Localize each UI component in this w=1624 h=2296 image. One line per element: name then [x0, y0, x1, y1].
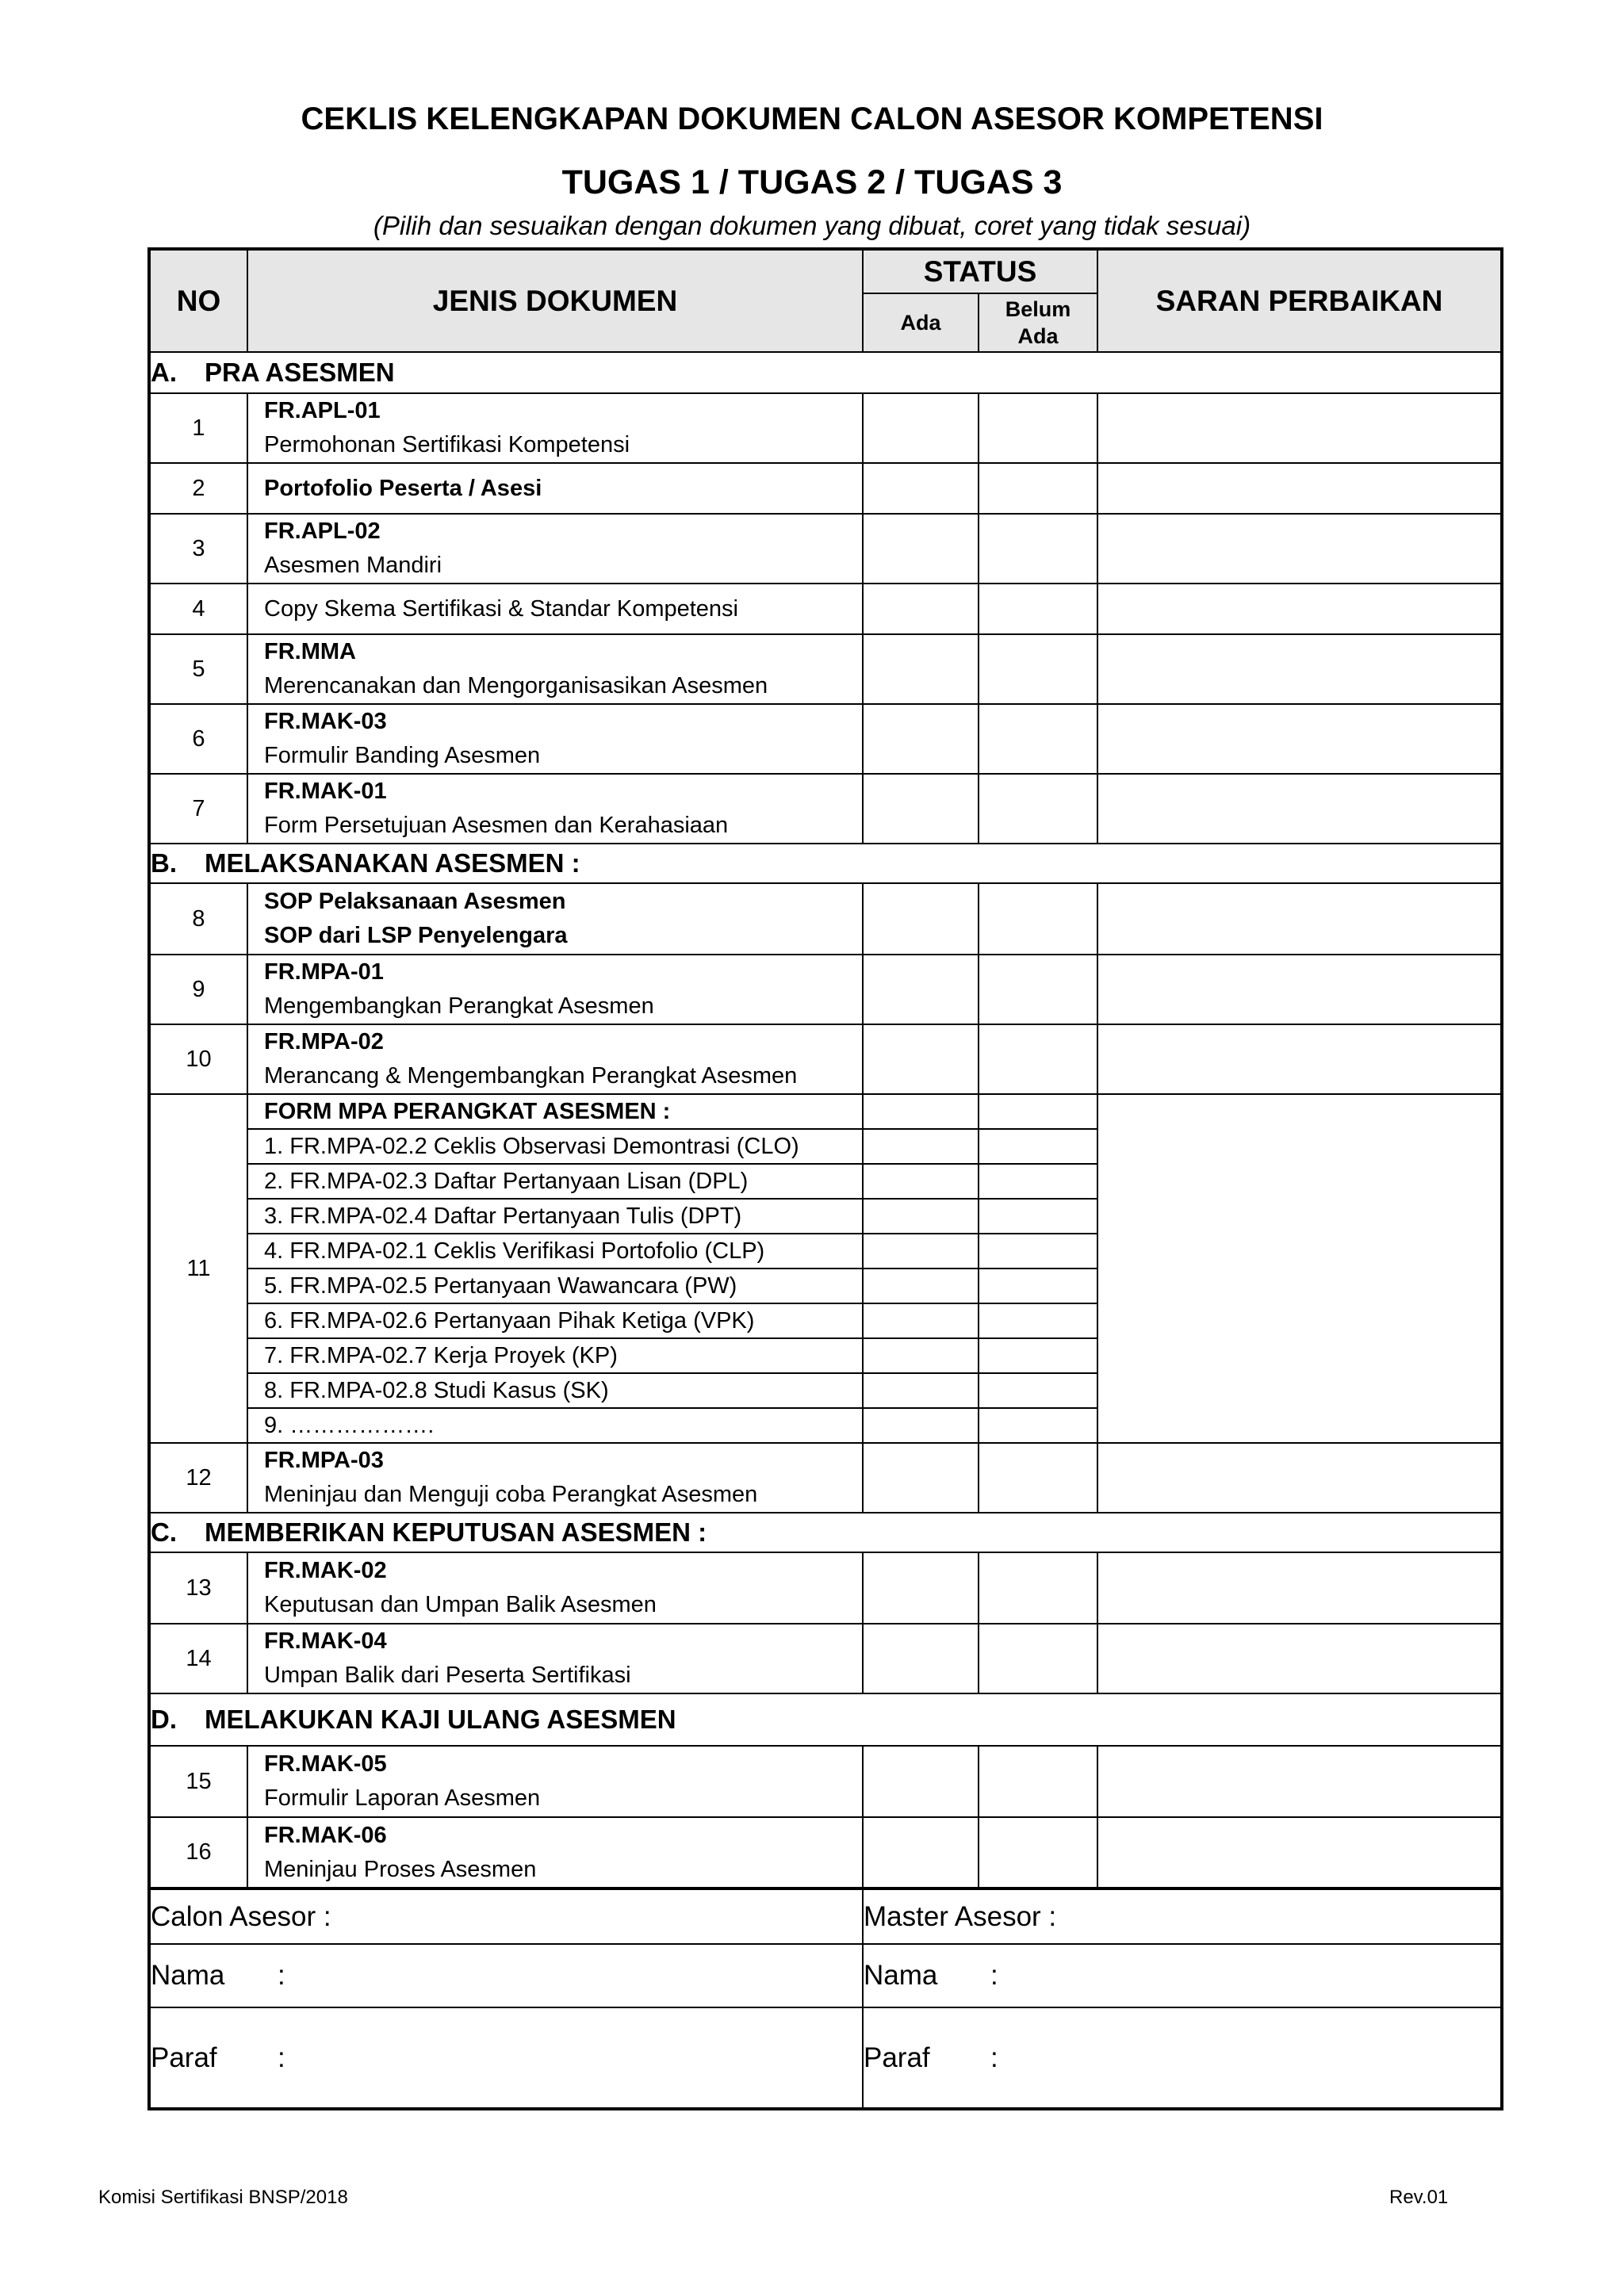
row-no: 6: [149, 704, 247, 774]
table-row: [149, 634, 1502, 704]
saran-perbaikan-cell[interactable]: [1097, 883, 1502, 955]
table-header-row: [149, 249, 1502, 293]
row-document: [247, 1024, 863, 1094]
doc-code: FR.MAK-05: [264, 1751, 387, 1777]
colon: :: [990, 2042, 998, 2073]
section-b: [149, 844, 1502, 883]
status-belum-ada-cell[interactable]: [979, 1303, 1097, 1338]
status-ada-cell[interactable]: [863, 393, 979, 463]
doc-code: FR.APL-02: [264, 519, 381, 544]
signature-row: [149, 1888, 1502, 1944]
paraf-label: Paraf: [151, 2042, 217, 2073]
table-row: [149, 514, 1502, 584]
status-belum-ada-cell[interactable]: [979, 1094, 1097, 1129]
table-row: [149, 883, 1502, 955]
status-belum-ada-cell[interactable]: [979, 514, 1097, 584]
doc-name: Mengembangkan Perangkat Asesmen: [264, 993, 654, 1019]
status-ada-cell[interactable]: [863, 704, 979, 774]
row-no: 13: [149, 1552, 247, 1624]
mpa-form-item: 5. FR.MPA-02.5 Pertanyaan Wawancara (PW): [247, 1269, 863, 1303]
table-row: [149, 393, 1502, 463]
doc-name: Meninjau dan Menguji coba Perangkat Asesmen: [264, 1482, 758, 1507]
row-no: 16: [149, 1817, 247, 1888]
status-belum-ada-cell[interactable]: [979, 1234, 1097, 1269]
doc-name: Asesmen Mandiri: [264, 553, 442, 578]
checklist-table: [147, 247, 1503, 2110]
doc-code: FR.MAK-01: [264, 779, 387, 804]
status-belum-ada-cell[interactable]: [979, 774, 1097, 844]
doc-code: FR.MPA-03: [264, 1448, 384, 1473]
status-belum-ada-cell[interactable]: [979, 584, 1097, 634]
colon: :: [278, 1960, 285, 1991]
status-ada-cell[interactable]: [863, 1552, 979, 1624]
saran-perbaikan-cell[interactable]: [1097, 774, 1502, 844]
document-title: CEKLIS KELENGKAPAN DOKUMEN CALON ASESOR KOMPETENSI: [301, 101, 1323, 136]
saran-perbaikan-cell[interactable]: [1097, 634, 1502, 704]
status-ada-cell[interactable]: [863, 1373, 979, 1408]
row-document: [247, 584, 863, 634]
calon-asesor-label: Calon Asesor :: [149, 1888, 863, 1944]
row-no: 9: [149, 955, 247, 1024]
doc-code-secondary: SOP dari LSP Penyelengara: [264, 923, 568, 948]
row-no: 4: [149, 584, 247, 634]
saran-perbaikan-cell[interactable]: [1097, 1552, 1502, 1624]
status-belum-ada-cell[interactable]: [979, 1443, 1097, 1513]
mpa-form-item: 8. FR.MPA-02.8 Studi Kasus (SK): [247, 1373, 863, 1408]
row-document: [247, 514, 863, 584]
saran-perbaikan-cell[interactable]: [1097, 1443, 1502, 1513]
status-belum-ada-cell[interactable]: [979, 1552, 1097, 1624]
saran-perbaikan-cell[interactable]: [1097, 1624, 1502, 1693]
section-a-letter: A.: [151, 358, 177, 387]
row-no: 8: [149, 883, 247, 955]
header-no: NO: [149, 249, 247, 352]
paraf-label: Paraf: [864, 2042, 930, 2073]
colon: :: [278, 2042, 285, 2073]
section-d: [149, 1693, 1502, 1746]
status-belum-ada-cell[interactable]: [979, 634, 1097, 704]
header-belum-ada: [979, 293, 1097, 352]
saran-perbaikan-cell[interactable]: [1097, 1817, 1502, 1888]
section-c-row: [149, 1513, 1502, 1552]
row-document: [247, 463, 863, 514]
status-ada-cell[interactable]: [863, 1199, 979, 1234]
signature-row: [149, 2007, 1502, 2109]
doc-name: Permohonan Sertifikasi Kompetensi: [264, 432, 630, 457]
status-ada-cell[interactable]: [863, 514, 979, 584]
mpa-form-item: 1. FR.MPA-02.2 Ceklis Observasi Demontrasi (CLO): [247, 1129, 863, 1164]
row-document: [247, 1624, 863, 1693]
row-document: [247, 1817, 863, 1888]
doc-code: Portofolio Peserta / Asesi: [264, 475, 542, 501]
status-belum-ada-cell[interactable]: [979, 1373, 1097, 1408]
status-ada-cell[interactable]: [863, 1338, 979, 1373]
doc-name: Copy Skema Sertifikasi & Standar Kompetensi: [264, 595, 738, 622]
footer-left: Komisi Sertifikasi BNSP/2018: [98, 2187, 348, 2208]
doc-code: FR.MAK-02: [264, 1558, 387, 1583]
saran-perbaikan-cell[interactable]: [1097, 704, 1502, 774]
mpa-form-heading: FORM MPA PERANGKAT ASESMEN :: [247, 1094, 863, 1129]
document-instruction: (Pilih dan sesuaikan dengan dokumen yang dibuat, coret yang tidak sesuai): [373, 211, 1251, 240]
table-row: [149, 463, 1502, 514]
mpa-form-item: 2. FR.MPA-02.3 Daftar Pertanyaan Lisan (DPL): [247, 1164, 863, 1199]
header-saran-perbaikan: SARAN PERBAIKAN: [1097, 249, 1502, 352]
header-ada: Ada: [863, 293, 979, 352]
header-belum-line1: Belum: [1005, 297, 1071, 321]
row-document: [247, 955, 863, 1024]
saran-perbaikan-cell[interactable]: [1097, 1094, 1502, 1443]
status-belum-ada-cell[interactable]: [979, 1269, 1097, 1303]
status-ada-cell[interactable]: [863, 1817, 979, 1888]
section-d-label: MELAKUKAN KAJI ULANG ASESMEN: [205, 1705, 676, 1734]
row-document: [247, 704, 863, 774]
status-ada-cell[interactable]: [863, 955, 979, 1024]
status-ada-cell[interactable]: [863, 883, 979, 955]
row-document: [247, 1443, 863, 1513]
section-c-letter: C.: [151, 1517, 177, 1547]
status-ada-cell[interactable]: [863, 1164, 979, 1199]
status-ada-cell[interactable]: [863, 774, 979, 844]
master-nama-field[interactable]: [863, 1944, 1502, 2007]
status-belum-ada-cell[interactable]: [979, 1746, 1097, 1817]
nama-label: Nama: [151, 1960, 225, 1991]
status-belum-ada-cell[interactable]: [979, 704, 1097, 774]
row-document: [247, 634, 863, 704]
status-ada-cell[interactable]: [863, 1746, 979, 1817]
status-ada-cell[interactable]: [863, 1129, 979, 1164]
doc-code: FR.APL-01: [264, 398, 381, 423]
saran-perbaikan-cell[interactable]: [1097, 463, 1502, 514]
row-no: 7: [149, 774, 247, 844]
status-ada-cell[interactable]: [863, 1234, 979, 1269]
document-subtitle: TUGAS 1 / TUGAS 2 / TUGAS 3: [561, 163, 1063, 201]
row-no: 12: [149, 1443, 247, 1513]
table-row: [149, 584, 1502, 634]
table-row: [149, 1024, 1502, 1094]
status-belum-ada-cell[interactable]: [979, 1624, 1097, 1693]
status-ada-cell[interactable]: [863, 1303, 979, 1338]
doc-name: Meninjau Proses Asesmen: [264, 1856, 537, 1882]
doc-code: SOP Pelaksanaan Asesmen: [264, 889, 566, 914]
row-document: [247, 393, 863, 463]
row-no: 3: [149, 514, 247, 584]
signature-row: [149, 1944, 1502, 2007]
calon-paraf-field[interactable]: [149, 2007, 863, 2109]
table-row: [149, 704, 1502, 774]
doc-name: Keputusan dan Umpan Balik Asesmen: [264, 1592, 657, 1617]
doc-name: Form Persetujuan Asesmen dan Kerahasiaan: [264, 813, 729, 838]
status-ada-cell[interactable]: [863, 1443, 979, 1513]
saran-perbaikan-cell[interactable]: [1097, 584, 1502, 634]
section-b-row: [149, 844, 1502, 883]
table-row: [149, 1094, 1502, 1129]
row-no: 2: [149, 463, 247, 514]
saran-perbaikan-cell[interactable]: [1097, 1024, 1502, 1094]
section-a-label: PRA ASESMEN: [205, 358, 395, 387]
status-belum-ada-cell[interactable]: [979, 883, 1097, 955]
doc-name: Formulir Laporan Asesmen: [264, 1785, 541, 1811]
doc-name: Formulir Banding Asesmen: [264, 743, 541, 768]
table-row: [149, 1746, 1502, 1817]
status-belum-ada-cell[interactable]: [979, 1408, 1097, 1443]
mpa-form-item: 9. ……………….: [247, 1408, 863, 1443]
row-document: [247, 1552, 863, 1624]
doc-code: FR.MPA-01: [264, 959, 384, 985]
status-ada-cell[interactable]: [863, 584, 979, 634]
section-c-label: MEMBERIKAN KEPUTUSAN ASESMEN :: [205, 1517, 707, 1547]
mpa-form-item: 7. FR.MPA-02.7 Kerja Proyek (KP): [247, 1338, 863, 1373]
master-paraf-field[interactable]: [863, 2007, 1502, 2109]
row-no: 11: [149, 1094, 247, 1443]
doc-code: FR.MMA: [264, 639, 356, 664]
table-row: [149, 955, 1502, 1024]
doc-name: Umpan Balik dari Peserta Sertifikasi: [264, 1663, 631, 1688]
doc-code: FR.MAK-03: [264, 709, 387, 734]
table-row: [149, 774, 1502, 844]
header-jenis-dokumen: JENIS DOKUMEN: [247, 249, 863, 352]
mpa-form-item: 4. FR.MPA-02.1 Ceklis Verifikasi Portofolio (CLP): [247, 1234, 863, 1269]
status-ada-cell[interactable]: [863, 463, 979, 514]
saran-perbaikan-cell[interactable]: [1097, 514, 1502, 584]
colon: :: [990, 1960, 998, 1991]
row-no: 5: [149, 634, 247, 704]
section-c: [149, 1513, 1502, 1552]
table-row: [149, 1817, 1502, 1888]
saran-perbaikan-cell[interactable]: [1097, 955, 1502, 1024]
doc-code: FR.MAK-06: [264, 1822, 387, 1848]
table-row: [149, 1624, 1502, 1693]
section-b-letter: B.: [151, 848, 177, 878]
doc-code: FR.MPA-02: [264, 1029, 384, 1054]
row-no: 10: [149, 1024, 247, 1094]
status-belum-ada-cell[interactable]: [979, 1199, 1097, 1234]
footer-right: Rev.01: [1389, 2187, 1449, 2208]
status-belum-ada-cell[interactable]: [979, 1164, 1097, 1199]
status-ada-cell[interactable]: [863, 1269, 979, 1303]
status-ada-cell[interactable]: [863, 1624, 979, 1693]
status-ada-cell[interactable]: [863, 1408, 979, 1443]
status-belum-ada-cell[interactable]: [979, 1338, 1097, 1373]
row-document: [247, 1746, 863, 1817]
status-belum-ada-cell[interactable]: [979, 955, 1097, 1024]
mpa-form-item: 6. FR.MPA-02.6 Pertanyaan Pihak Ketiga (VPK): [247, 1303, 863, 1338]
saran-perbaikan-cell[interactable]: [1097, 393, 1502, 463]
master-asesor-label: Master Asesor :: [863, 1888, 1502, 1944]
section-a-row: [149, 352, 1502, 393]
calon-nama-field[interactable]: [149, 1944, 863, 2007]
section-d-letter: D.: [151, 1705, 177, 1734]
nama-label: Nama: [864, 1960, 938, 1991]
table-row: [149, 1443, 1502, 1513]
status-ada-cell[interactable]: [863, 1024, 979, 1094]
section-b-label: MELAKSANAKAN ASESMEN :: [205, 848, 580, 878]
status-ada-cell[interactable]: [863, 1094, 979, 1129]
status-belum-ada-cell[interactable]: [979, 1024, 1097, 1094]
row-no: 14: [149, 1624, 247, 1693]
section-d-row: [149, 1693, 1502, 1746]
row-no: 15: [149, 1746, 247, 1817]
status-belum-ada-cell[interactable]: [979, 393, 1097, 463]
section-a: [149, 352, 1502, 393]
header-belum-line2: Ada: [1017, 324, 1059, 348]
mpa-form-item: 3. FR.MPA-02.4 Daftar Pertanyaan Tulis (DPT): [247, 1199, 863, 1234]
status-belum-ada-cell[interactable]: [979, 1817, 1097, 1888]
row-document: [247, 883, 863, 955]
status-ada-cell[interactable]: [863, 634, 979, 704]
saran-perbaikan-cell[interactable]: [1097, 1746, 1502, 1817]
header-status: STATUS: [863, 249, 1097, 293]
row-no: 1: [149, 393, 247, 463]
doc-name: Merancang & Mengembangkan Perangkat Asesmen: [264, 1063, 798, 1089]
table-row: [149, 1552, 1502, 1624]
status-belum-ada-cell[interactable]: [979, 463, 1097, 514]
doc-name: Merencanakan dan Mengorganisasikan Asesmen: [264, 673, 768, 698]
status-belum-ada-cell[interactable]: [979, 1129, 1097, 1164]
doc-code: FR.MAK-04: [264, 1628, 387, 1654]
row-document: [247, 774, 863, 844]
